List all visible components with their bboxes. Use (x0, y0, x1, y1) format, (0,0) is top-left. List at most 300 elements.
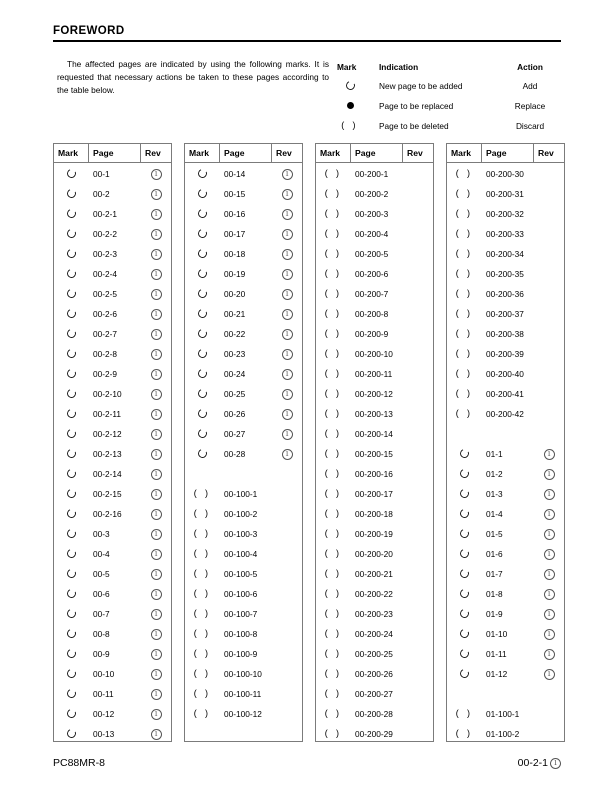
revision-circle-icon: 1 (544, 609, 555, 620)
cell-mark[interactable] (54, 289, 89, 299)
cell-mark[interactable] (54, 449, 89, 459)
mark-open-circle-icon (66, 308, 78, 320)
cell-mark[interactable] (447, 509, 482, 519)
cell-mark[interactable] (185, 709, 220, 719)
cell-page: 00-200-25 (355, 649, 393, 659)
cell-mark[interactable] (185, 189, 220, 199)
table-row[interactable] (447, 724, 564, 744)
revision-circle-icon: 1 (151, 689, 162, 700)
table-row[interactable] (54, 184, 171, 204)
cell-mark[interactable] (185, 389, 220, 399)
table-row[interactable] (54, 564, 171, 584)
table-row[interactable] (447, 364, 564, 384)
table-row[interactable] (316, 584, 433, 604)
cell-mark[interactable] (185, 329, 220, 339)
cell-mark[interactable] (447, 729, 482, 739)
cell-page: 00-6 (93, 589, 110, 599)
cell-page: 01-8 (486, 589, 503, 599)
table-row[interactable] (316, 464, 433, 484)
revision-circle-icon: 1 (282, 269, 293, 280)
legend-header-indication: Indication (379, 62, 419, 72)
table-row[interactable] (54, 404, 171, 424)
cell-mark[interactable] (316, 529, 351, 539)
cell-mark[interactable] (185, 609, 220, 619)
table-row[interactable] (316, 224, 433, 244)
cell-mark[interactable] (447, 489, 482, 499)
mark-parentheses-icon: ( ) (324, 588, 343, 599)
table-row[interactable] (54, 364, 171, 384)
cell-mark[interactable] (185, 209, 220, 219)
cell-mark[interactable] (54, 689, 89, 699)
table-row[interactable] (54, 224, 171, 244)
table-row[interactable] (185, 204, 302, 224)
table-row[interactable] (316, 564, 433, 584)
table-row[interactable] (316, 184, 433, 204)
cell-page: 00-13 (93, 729, 115, 739)
cell-mark[interactable] (447, 349, 482, 359)
mark-open-circle-icon (197, 308, 209, 320)
cell-rev (141, 208, 171, 220)
cell-mark[interactable] (316, 389, 351, 399)
cell-mark[interactable] (447, 449, 482, 459)
mark-parentheses-icon: ( ) (324, 708, 343, 719)
table-row[interactable] (185, 344, 302, 364)
mark-parentheses-icon: ( ) (455, 408, 474, 419)
table-row[interactable] (54, 444, 171, 464)
table-row[interactable] (185, 384, 302, 404)
cell-mark[interactable] (54, 529, 89, 539)
cell-mark[interactable] (316, 689, 351, 699)
table-row[interactable] (185, 244, 302, 264)
legend-header-row (337, 58, 561, 76)
table-row[interactable] (316, 304, 433, 324)
cell-mark[interactable] (54, 709, 89, 719)
table-row[interactable] (447, 424, 564, 444)
cell-mark[interactable] (447, 569, 482, 579)
cell-mark[interactable] (447, 249, 482, 259)
mark-open-circle-icon (459, 508, 471, 520)
table-row[interactable] (316, 544, 433, 564)
cell-mark[interactable] (447, 389, 482, 399)
cell-mark[interactable] (447, 649, 482, 659)
cell-mark[interactable] (316, 669, 351, 679)
table-row[interactable] (316, 684, 433, 704)
revision-circle-icon: 1 (151, 709, 162, 720)
cell-mark[interactable] (447, 609, 482, 619)
table-row[interactable] (447, 384, 564, 404)
cell-mark[interactable] (447, 549, 482, 559)
cell-mark[interactable] (185, 269, 220, 279)
cell-mark[interactable] (54, 489, 89, 499)
table-row[interactable] (447, 644, 564, 664)
cell-mark[interactable] (316, 569, 351, 579)
table-row[interactable] (316, 664, 433, 684)
column-header-mark: Mark (447, 144, 482, 162)
table-row[interactable] (316, 264, 433, 284)
cell-mark[interactable] (54, 249, 89, 259)
table-row[interactable] (185, 524, 302, 544)
cell-mark[interactable] (185, 369, 220, 379)
cell-mark[interactable] (447, 229, 482, 239)
legend-action: Replace (514, 101, 546, 111)
table-row[interactable] (316, 644, 433, 664)
table-row[interactable] (447, 624, 564, 644)
mark-parentheses-icon: ( ) (455, 288, 474, 299)
cell-rev (534, 588, 564, 600)
cell-mark[interactable] (447, 409, 482, 419)
table-row[interactable] (316, 724, 433, 744)
cell-rev (272, 168, 302, 180)
mark-open-circle-icon (66, 288, 78, 300)
cell-mark[interactable] (316, 409, 351, 419)
table-row[interactable] (185, 184, 302, 204)
table-row[interactable] (54, 704, 171, 724)
table-row[interactable] (316, 204, 433, 224)
legend-action: Add (522, 81, 538, 91)
cell-mark[interactable] (316, 709, 351, 719)
table-row[interactable] (447, 204, 564, 224)
cell-mark[interactable] (447, 369, 482, 379)
cell-page: 00-2-11 (93, 409, 121, 419)
table-row[interactable] (447, 464, 564, 484)
table-row[interactable] (54, 624, 171, 644)
revision-circle-icon: 1 (282, 429, 293, 440)
cell-mark[interactable] (447, 589, 482, 599)
cell-mark[interactable] (54, 569, 89, 579)
cell-rev (141, 188, 171, 200)
cell-mark[interactable] (316, 649, 351, 659)
cell-mark[interactable] (185, 669, 220, 679)
cell-mark[interactable] (185, 229, 220, 239)
table-row[interactable] (316, 524, 433, 544)
table-row[interactable] (316, 324, 433, 344)
mark-open-circle-icon (197, 228, 209, 240)
table-row[interactable] (54, 584, 171, 604)
cell-mark[interactable] (447, 669, 482, 679)
table-row[interactable] (447, 284, 564, 304)
table-row[interactable] (54, 504, 171, 524)
table-row[interactable] (447, 404, 564, 424)
cell-page: 00-18 (224, 249, 246, 259)
revision-circle-icon: 1 (544, 469, 555, 480)
cell-mark[interactable] (316, 249, 351, 259)
cell-mark[interactable] (316, 189, 351, 199)
cell-mark[interactable] (447, 289, 482, 299)
cell-page: 01-7 (486, 569, 503, 579)
table-row[interactable] (316, 284, 433, 304)
cell-mark[interactable] (54, 189, 89, 199)
table-row[interactable] (447, 264, 564, 284)
cell-mark[interactable] (447, 269, 482, 279)
table-row[interactable] (185, 504, 302, 524)
cell-mark[interactable] (54, 309, 89, 319)
table-row[interactable] (54, 524, 171, 544)
table-row[interactable] (185, 684, 302, 704)
cell-page: 00-200-34 (486, 249, 524, 259)
cell-mark[interactable] (316, 589, 351, 599)
cell-rev (272, 368, 302, 380)
table-row[interactable] (316, 384, 433, 404)
cell-mark[interactable] (316, 369, 351, 379)
legend-mark (337, 101, 379, 111)
table-row[interactable] (316, 444, 433, 464)
cell-mark[interactable] (54, 409, 89, 419)
table-row[interactable] (54, 344, 171, 364)
cell-mark[interactable] (54, 729, 89, 739)
mark-open-circle-icon (66, 708, 78, 720)
cell-page: 00-4 (93, 549, 110, 559)
cell-mark[interactable] (447, 469, 482, 479)
table-row[interactable] (54, 684, 171, 704)
table-row[interactable] (54, 244, 171, 264)
table-row[interactable] (316, 604, 433, 624)
table-row[interactable] (185, 404, 302, 424)
cell-mark[interactable] (185, 309, 220, 319)
table-row[interactable] (185, 424, 302, 444)
table-row[interactable] (185, 664, 302, 684)
cell-mark[interactable] (316, 489, 351, 499)
cell-rev (141, 628, 171, 640)
table-row[interactable] (447, 484, 564, 504)
cell-rev (534, 608, 564, 620)
cell-mark[interactable] (185, 589, 220, 599)
table-row[interactable] (54, 264, 171, 284)
table-row[interactable] (447, 324, 564, 344)
table-row[interactable] (447, 604, 564, 624)
cell-mark[interactable] (316, 449, 351, 459)
cell-mark[interactable] (316, 309, 351, 319)
table-row[interactable] (447, 684, 564, 704)
table-row[interactable] (316, 424, 433, 444)
table-row[interactable] (185, 444, 302, 464)
mark-open-circle-icon (66, 328, 78, 340)
mark-parentheses-icon: ( ) (324, 348, 343, 359)
table-row[interactable] (185, 304, 302, 324)
cell-mark[interactable] (54, 389, 89, 399)
table-row[interactable] (54, 304, 171, 324)
table-row[interactable] (447, 244, 564, 264)
cell-rev (272, 408, 302, 420)
table-row[interactable] (54, 484, 171, 504)
table-row[interactable] (447, 344, 564, 364)
table-row[interactable] (185, 264, 302, 284)
cell-mark[interactable] (185, 529, 220, 539)
cell-mark[interactable] (54, 509, 89, 519)
cell-mark[interactable] (185, 629, 220, 639)
cell-mark[interactable] (185, 449, 220, 459)
cell-mark[interactable] (447, 629, 482, 639)
cell-page: 00-24 (224, 369, 246, 379)
cell-page: 00-3 (93, 529, 110, 539)
cell-mark[interactable] (316, 629, 351, 639)
cell-mark[interactable] (54, 669, 89, 679)
table-row[interactable] (54, 424, 171, 444)
cell-page: 00-16 (224, 209, 246, 219)
cell-mark[interactable] (185, 169, 220, 179)
cell-mark[interactable] (447, 529, 482, 539)
table-row[interactable] (54, 384, 171, 404)
table-row[interactable] (54, 724, 171, 744)
cell-rev (141, 228, 171, 240)
table-row[interactable] (185, 364, 302, 384)
cell-mark[interactable] (54, 589, 89, 599)
table-row[interactable] (54, 544, 171, 564)
cell-page: 00-200-41 (486, 389, 524, 399)
cell-mark[interactable] (316, 329, 351, 339)
cell-mark[interactable] (54, 429, 89, 439)
revision-circle-icon: 1 (282, 369, 293, 380)
table-row[interactable] (185, 224, 302, 244)
revision-circle-icon: 1 (151, 209, 162, 220)
table-row[interactable] (447, 304, 564, 324)
legend-block (337, 58, 561, 136)
table-row[interactable] (185, 164, 302, 184)
cell-rev (141, 548, 171, 560)
table-row[interactable] (185, 624, 302, 644)
cell-mark[interactable] (54, 549, 89, 559)
cell-mark[interactable] (185, 429, 220, 439)
cell-mark[interactable] (316, 209, 351, 219)
table-row[interactable] (54, 464, 171, 484)
cell-mark[interactable] (316, 509, 351, 519)
table-row[interactable] (185, 464, 302, 484)
table-row[interactable] (185, 564, 302, 584)
table-row[interactable] (447, 184, 564, 204)
table-row[interactable] (185, 544, 302, 564)
cell-page: 00-2-12 (93, 429, 122, 439)
cell-mark[interactable] (54, 369, 89, 379)
table-row[interactable] (447, 164, 564, 184)
cell-page: 00-200-27 (355, 689, 393, 699)
cell-mark[interactable] (316, 269, 351, 279)
table-header-row (185, 144, 302, 163)
cell-mark[interactable] (54, 229, 89, 239)
table-row[interactable] (447, 504, 564, 524)
table-row[interactable] (316, 504, 433, 524)
cell-mark[interactable] (185, 649, 220, 659)
cell-mark[interactable] (185, 549, 220, 559)
cell-page: 00-200-28 (355, 709, 393, 719)
revision-circle-icon: 1 (151, 309, 162, 320)
mark-parentheses-icon: ( ) (193, 668, 212, 679)
table-row[interactable] (54, 604, 171, 624)
table-row[interactable] (447, 524, 564, 544)
table-row[interactable] (316, 484, 433, 504)
cell-page: 00-200-7 (355, 289, 389, 299)
cell-mark[interactable] (185, 689, 220, 699)
table-row[interactable] (316, 344, 433, 364)
cell-rev (141, 328, 171, 340)
mark-open-circle-icon (66, 628, 78, 640)
table-row[interactable] (447, 544, 564, 564)
mark-open-circle-icon (66, 188, 78, 200)
cell-mark[interactable] (54, 329, 89, 339)
cell-mark[interactable] (54, 629, 89, 639)
cell-mark[interactable] (54, 609, 89, 619)
cell-mark[interactable] (54, 269, 89, 279)
table-row[interactable] (447, 564, 564, 584)
cell-mark[interactable] (447, 209, 482, 219)
table-row[interactable] (54, 164, 171, 184)
cell-rev (141, 408, 171, 420)
table-row[interactable] (316, 404, 433, 424)
cell-mark[interactable] (54, 649, 89, 659)
cell-mark[interactable] (447, 709, 482, 719)
table-row[interactable] (447, 664, 564, 684)
cell-mark[interactable] (185, 349, 220, 359)
cell-mark[interactable] (447, 189, 482, 199)
cell-mark[interactable] (54, 209, 89, 219)
cell-mark[interactable] (316, 289, 351, 299)
cell-mark[interactable] (185, 569, 220, 579)
cell-rev (141, 268, 171, 280)
cell-mark[interactable] (316, 169, 351, 179)
cell-mark[interactable] (316, 429, 351, 439)
cell-mark[interactable] (447, 169, 482, 179)
mark-open-circle-icon (66, 428, 78, 440)
table-row[interactable] (185, 584, 302, 604)
cell-rev (534, 568, 564, 580)
mark-parentheses-icon: ( ) (324, 488, 343, 499)
cell-mark[interactable] (316, 349, 351, 359)
cell-mark[interactable] (185, 409, 220, 419)
cell-mark[interactable] (54, 169, 89, 179)
cell-mark[interactable] (447, 309, 482, 319)
table-row[interactable] (54, 664, 171, 684)
cell-rev (141, 348, 171, 360)
cell-mark[interactable] (316, 229, 351, 239)
table-row[interactable] (54, 324, 171, 344)
cell-mark[interactable] (316, 549, 351, 559)
table-row[interactable] (447, 444, 564, 464)
cell-rev (141, 508, 171, 520)
cell-mark[interactable] (447, 329, 482, 339)
cell-mark[interactable] (316, 469, 351, 479)
cell-mark[interactable] (185, 289, 220, 299)
table-row[interactable] (316, 364, 433, 384)
revision-circle-icon: 1 (282, 329, 293, 340)
mark-parentheses-icon: ( ) (324, 268, 343, 279)
table-row[interactable] (316, 244, 433, 264)
table-row[interactable] (185, 704, 302, 724)
table-row[interactable] (316, 624, 433, 644)
cell-rev (141, 288, 171, 300)
cell-mark[interactable] (185, 249, 220, 259)
table-row[interactable] (54, 644, 171, 664)
table-row[interactable] (185, 604, 302, 624)
cell-mark[interactable] (185, 509, 220, 519)
mark-parentheses-icon: ( ) (324, 308, 343, 319)
mark-open-circle-icon (459, 608, 471, 620)
table-row[interactable] (316, 164, 433, 184)
cell-mark[interactable] (316, 609, 351, 619)
cell-mark[interactable] (185, 489, 220, 499)
table-row[interactable] (185, 484, 302, 504)
cell-page: 00-200-6 (355, 269, 389, 279)
cell-mark[interactable] (316, 729, 351, 739)
cell-mark[interactable] (54, 349, 89, 359)
table-row[interactable] (54, 204, 171, 224)
table-row[interactable] (316, 704, 433, 724)
table-row[interactable] (447, 224, 564, 244)
cell-mark[interactable] (54, 469, 89, 479)
table-row[interactable] (185, 324, 302, 344)
table-row[interactable] (54, 284, 171, 304)
table-row[interactable] (447, 704, 564, 724)
table-row[interactable] (185, 284, 302, 304)
table-row[interactable] (447, 584, 564, 604)
table-row[interactable] (185, 644, 302, 664)
